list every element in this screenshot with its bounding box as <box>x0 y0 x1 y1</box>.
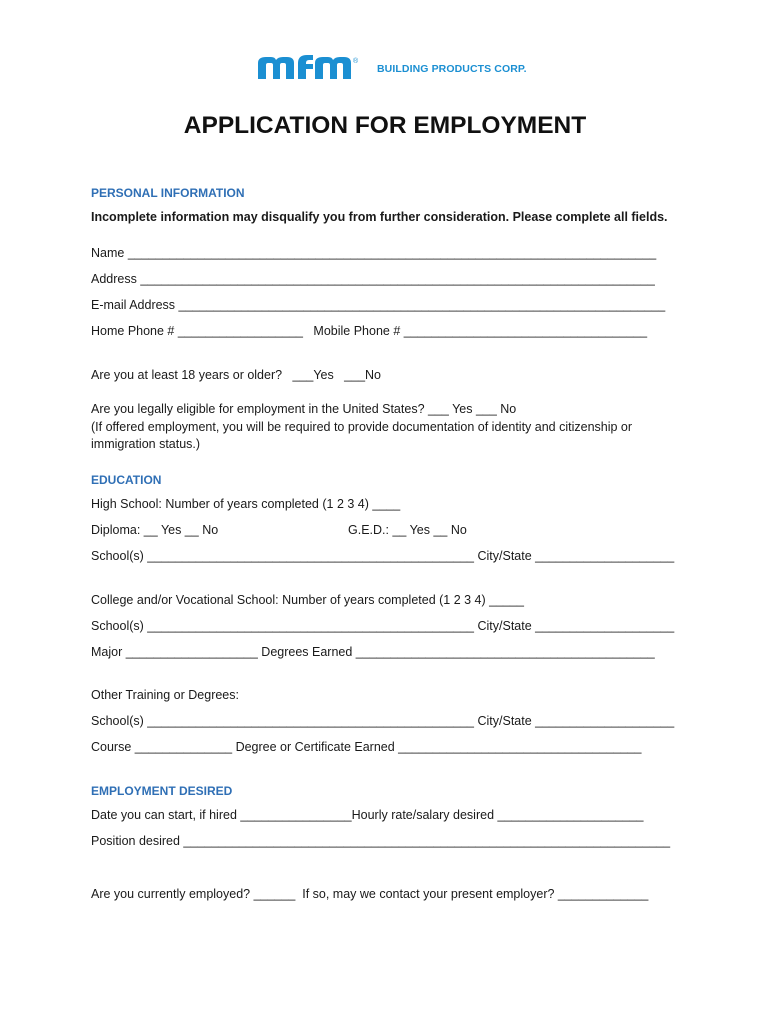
employment-desired-heading: EMPLOYMENT DESIRED <box>91 784 233 798</box>
college-years-field[interactable]: College and/or Vocational School: Number of years completed (1 2 3 4) _____ <box>91 593 524 607</box>
high-school-name-field[interactable]: School(s) _______________________________________________ City/State ____________________ <box>91 549 675 563</box>
high-school-years-field[interactable]: High School: Number of years completed (1 2 3 4) ____ <box>91 497 401 511</box>
age-question[interactable]: Are you at least 18 years or older? ___Yes ___No <box>91 368 381 382</box>
college-school-field[interactable]: School(s) _______________________________________________ City/State ____________________ <box>91 619 675 633</box>
phone-fields[interactable]: Home Phone # __________________ Mobile Phone # ___________________________________ <box>91 324 648 338</box>
company-name: BUILDING PRODUCTS CORP. <box>377 63 527 75</box>
name-field[interactable]: Name ____________________________________________________________________________ <box>91 246 657 260</box>
other-training-label: Other Training or Degrees: <box>91 688 239 702</box>
course-field[interactable]: Course ______________ Degree or Certificate Earned ___________________________________ <box>91 740 642 754</box>
current-employment-field[interactable]: Are you currently employed? ______ If so, may we contact your present employer? _____________ <box>91 887 649 901</box>
company-logo <box>257 50 527 80</box>
other-school-field[interactable]: School(s) _______________________________________________ City/State ____________________ <box>91 714 675 728</box>
personal-information-heading: PERSONAL INFORMATION <box>91 186 245 200</box>
eligibility-question[interactable]: Are you legally eligible for employment in the United States? ___ Yes ___ No <box>91 402 517 416</box>
mfm-logo-mark <box>257 54 373 80</box>
offer-note-line-2: immigration status.) <box>91 437 201 451</box>
start-date-field[interactable]: Date you can start, if hired ________________Hourly rate/salary desired _____________________ <box>91 808 644 822</box>
position-field[interactable]: Position desired ______________________________________________________________________ <box>91 834 671 848</box>
diploma-field[interactable]: Diploma: __ Yes __ No <box>91 523 219 537</box>
education-heading: EDUCATION <box>91 473 162 487</box>
ged-field[interactable]: G.E.D.: __ Yes __ No <box>348 523 467 537</box>
address-field[interactable]: Address __________________________________________________________________________ <box>91 272 655 286</box>
completion-notice: Incomplete information may disqualify you from further consideration. Please complete all fields. <box>91 210 668 224</box>
major-field[interactable]: Major ___________________ Degrees Earned ___________________________________________ <box>91 645 655 659</box>
page-title: APPLICATION FOR EMPLOYMENT <box>183 112 587 139</box>
registered-mark: ® <box>353 58 359 65</box>
offer-note-line-1: (If offered employment, you will be required to provide documentation of identity and citizenship or <box>91 420 633 434</box>
email-field[interactable]: E-mail Address ______________________________________________________________________ <box>91 298 666 312</box>
